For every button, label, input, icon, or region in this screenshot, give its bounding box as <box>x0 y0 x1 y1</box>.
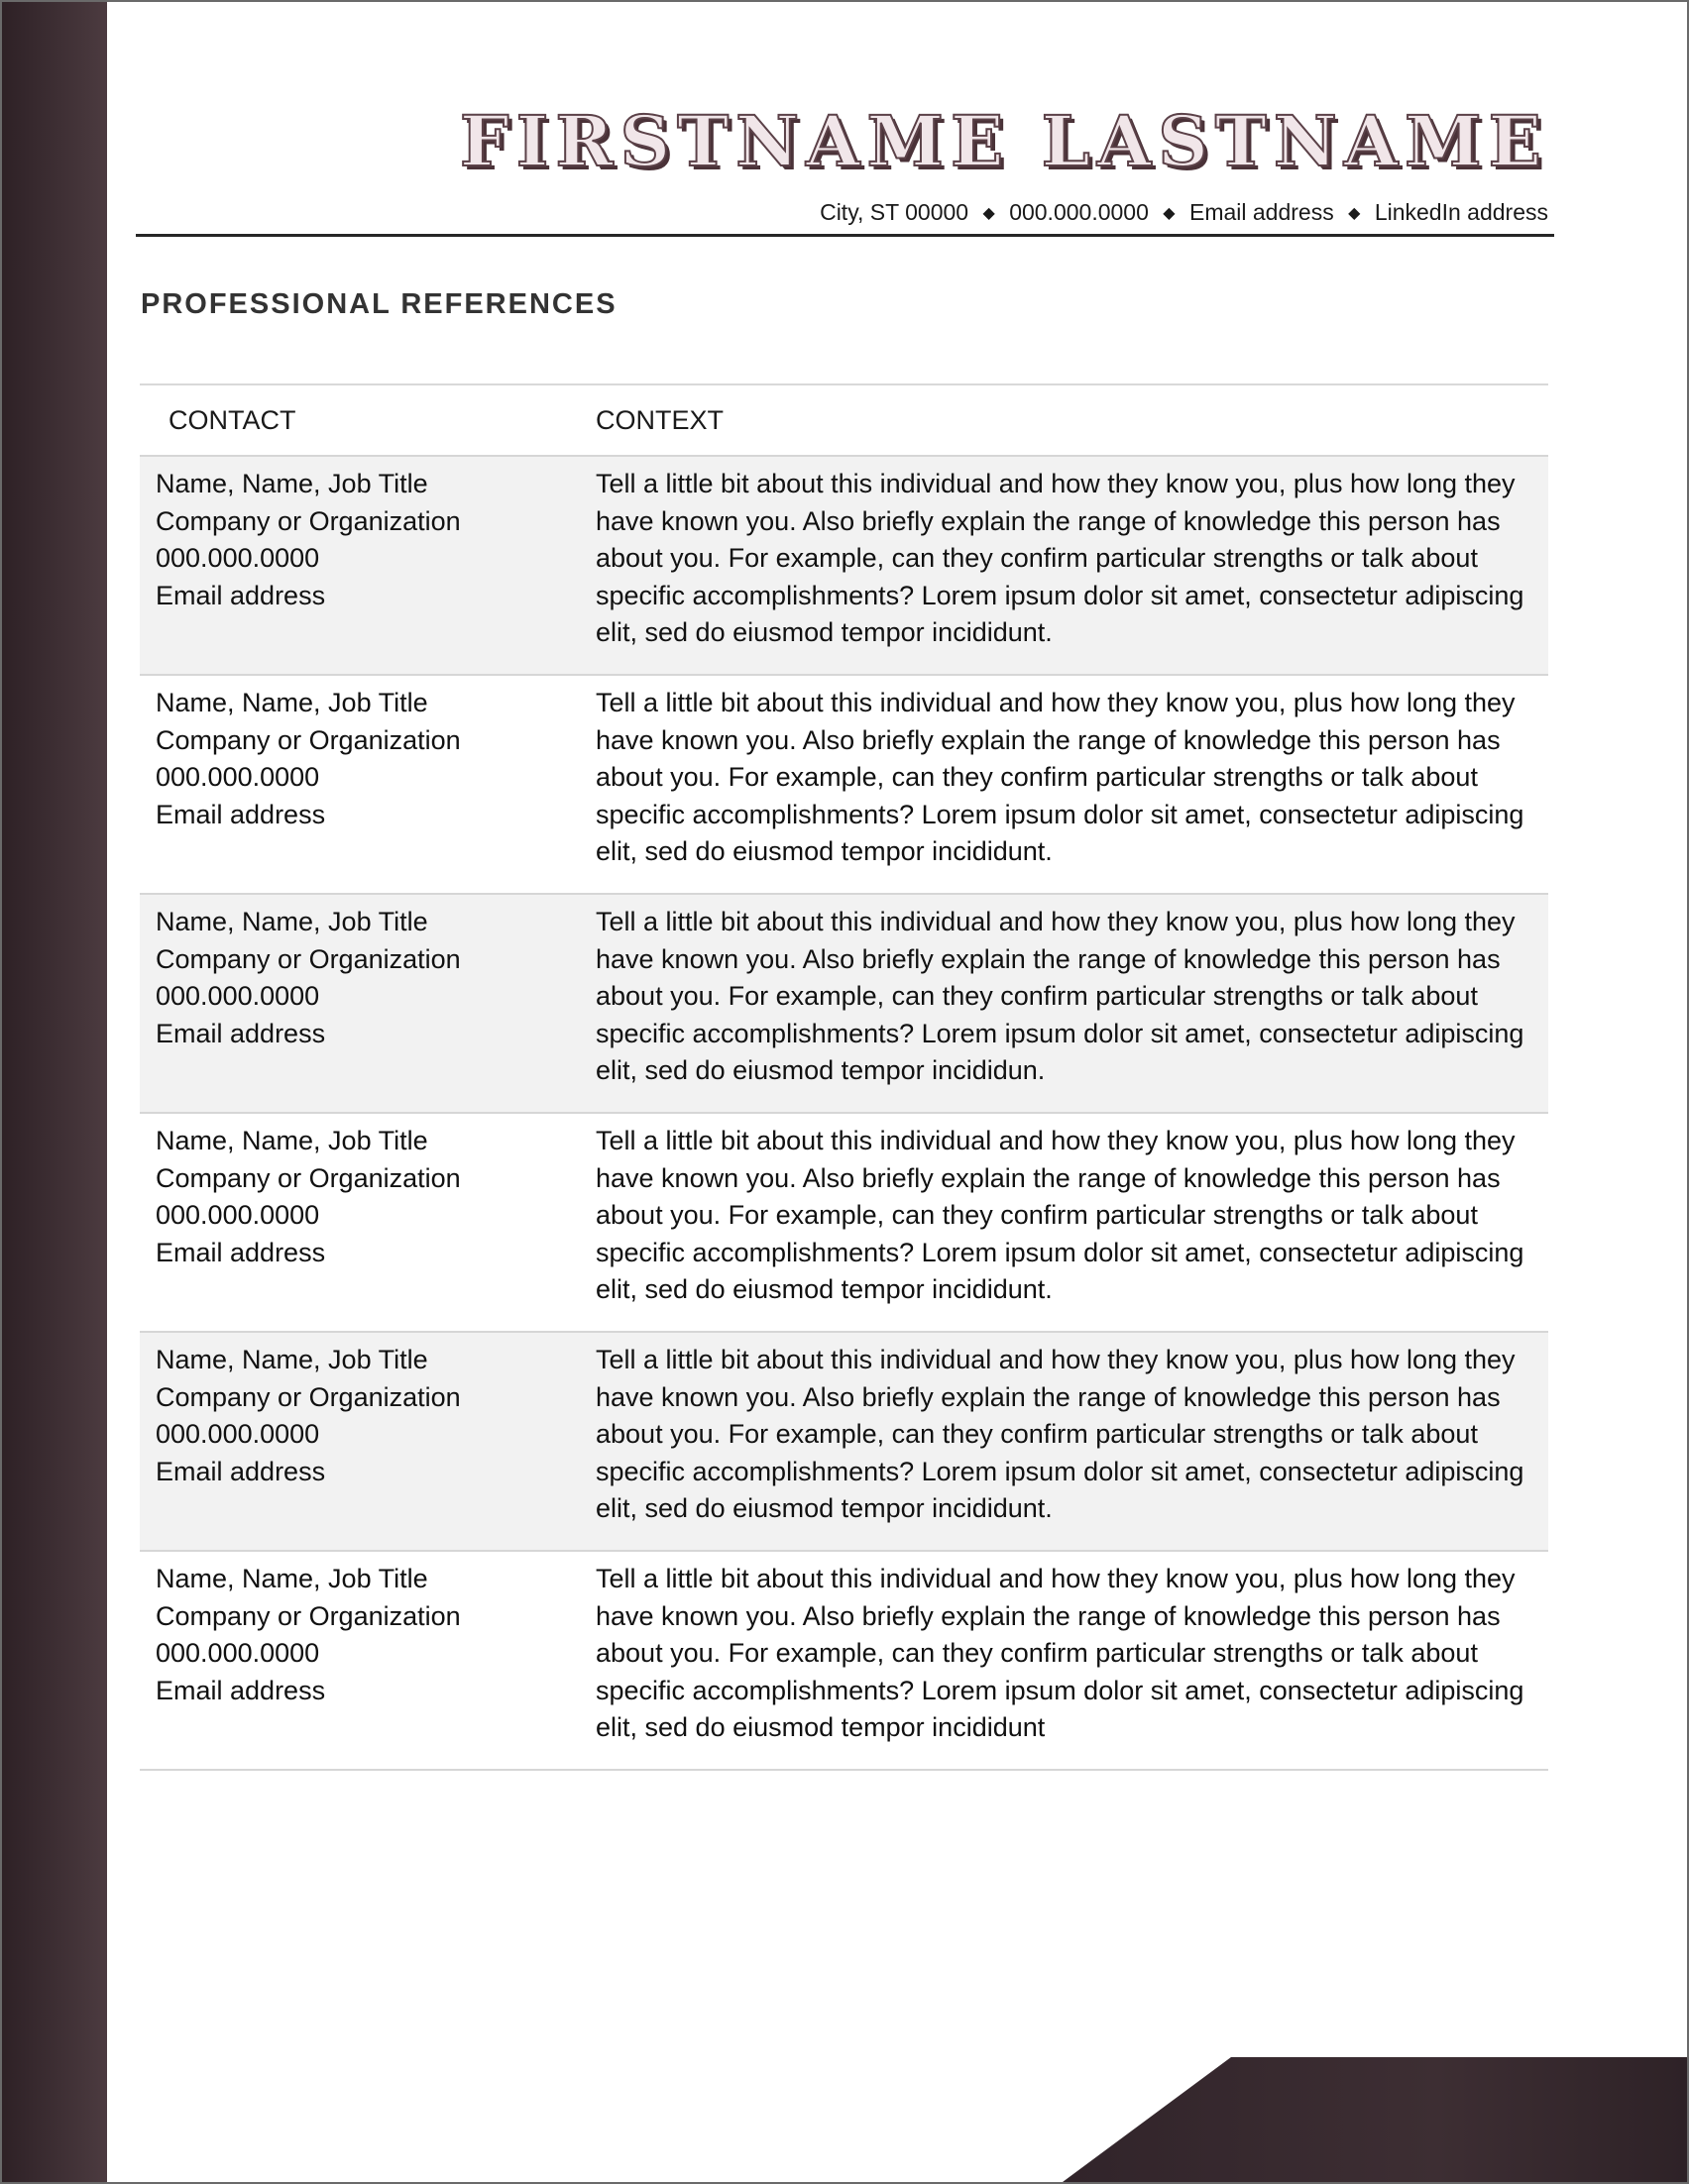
contact-phone: 000.000.0000 <box>1009 199 1149 225</box>
diamond-separator-icon: ◆ <box>1348 205 1361 222</box>
table-row <box>140 894 1548 1113</box>
table-header-row <box>140 384 1548 456</box>
reference-company: Company or Organization <box>156 1600 461 1631</box>
contact-info-line <box>820 199 1548 226</box>
side-accent-bar <box>2 2 107 2182</box>
reference-phone: 000.000.0000 <box>156 762 320 792</box>
contact-cell <box>140 456 577 675</box>
reference-email: Email address <box>156 1675 326 1705</box>
table-row <box>140 675 1548 894</box>
reference-name: Name, Name, Job Title <box>156 907 428 936</box>
references-table <box>140 383 1548 1771</box>
reference-name: Name, Name, Job Title <box>156 469 428 498</box>
resume-name-heading: FIRSTNAME LASTNAME <box>459 100 1548 182</box>
context-cell: Tell a little bit about this individual and how they know you, plus how long they have known you. Also briefly explain the range of knowledge this person has about you. For example, can they confirm particular strengths or talk about specific accomplishments? Lorem ipsum dolor sit amet, consectetur adipiscing elit, sed do eiusmod tempor incididunt. <box>577 675 1548 894</box>
context-cell: Tell a little bit about this individual and how they know you, plus how long they have known you. Also briefly explain the range of knowledge this person has about you. For example, can they confirm particular strengths or talk about specific accomplishments? Lorem ipsum dolor sit amet, consectetur adipiscing elit, sed do eiusmod tempor incididunt <box>577 1551 1548 1770</box>
section-title: PROFESSIONAL REFERENCES <box>141 288 618 320</box>
reference-company: Company or Organization <box>156 1381 461 1412</box>
diamond-separator-icon: ◆ <box>1163 205 1176 222</box>
reference-name: Name, Name, Job Title <box>156 1564 428 1593</box>
reference-name: Name, Name, Job Title <box>156 688 428 717</box>
context-cell: Tell a little bit about this individual and how they know you, plus how long they have known you. Also briefly explain the range of knowledge this person has about you. For example, can they confirm particular strengths or talk about specific accomplishments? Lorem ipsum dolor sit amet, consectetur adipiscing elit, sed do eiusmod tempor incididunt. <box>577 1113 1548 1332</box>
reference-phone: 000.000.0000 <box>156 1200 320 1230</box>
reference-email: Email address <box>156 1018 326 1048</box>
reference-company: Company or Organization <box>156 943 461 974</box>
reference-phone: 000.000.0000 <box>156 1419 320 1449</box>
context-cell: Tell a little bit about this individual and how they know you, plus how long they have known you. Also briefly explain the range of knowledge this person has about you. For example, can they confirm particular strengths or talk about specific accomplishments? Lorem ipsum dolor sit amet, consectetur adipiscing elit, sed do eiusmod tempor incididunt. <box>577 1332 1548 1551</box>
reference-email: Email address <box>156 580 326 610</box>
reference-phone: 000.000.0000 <box>156 981 320 1011</box>
contact-linkedin: LinkedIn address <box>1374 199 1548 225</box>
contact-cell <box>140 894 577 1113</box>
contact-cell <box>140 1551 577 1770</box>
column-header-context: CONTEXT <box>577 384 1548 456</box>
table-row <box>140 456 1548 675</box>
context-cell: Tell a little bit about this individual and how they know you, plus how long they have known you. Also briefly explain the range of knowledge this person has about you. For example, can they confirm particular strengths or talk about specific accomplishments? Lorem ipsum dolor sit amet, consectetur adipiscing elit, sed do eiusmod tempor incididunt. <box>577 456 1548 675</box>
contact-cell <box>140 675 577 894</box>
header-divider <box>136 234 1554 237</box>
table-row <box>140 1332 1548 1551</box>
reference-name: Name, Name, Job Title <box>156 1345 428 1374</box>
table-row <box>140 1113 1548 1332</box>
contact-cell <box>140 1113 577 1332</box>
contact-cell <box>140 1332 577 1551</box>
reference-company: Company or Organization <box>156 1162 461 1193</box>
diamond-separator-icon: ◆ <box>982 205 995 222</box>
reference-name: Name, Name, Job Title <box>156 1126 428 1155</box>
contact-location: City, ST 00000 <box>820 199 969 225</box>
reference-company: Company or Organization <box>156 505 461 536</box>
reference-phone: 000.000.0000 <box>156 1638 320 1668</box>
reference-email: Email address <box>156 1456 326 1486</box>
contact-email: Email address <box>1188 199 1334 225</box>
column-header-contact: CONTACT <box>140 384 577 456</box>
context-cell: Tell a little bit about this individual and how they know you, plus how long they have known you. Also briefly explain the range of knowledge this person has about you. For example, can they confirm particular strengths or talk about specific accomplishments? Lorem ipsum dolor sit amet, consectetur adipiscing elit, sed do eiusmod tempor incididun. <box>577 894 1548 1113</box>
reference-company: Company or Organization <box>156 724 461 755</box>
reference-phone: 000.000.0000 <box>156 543 320 573</box>
reference-email: Email address <box>156 799 326 829</box>
reference-email: Email address <box>156 1237 326 1267</box>
table-row <box>140 1551 1548 1770</box>
